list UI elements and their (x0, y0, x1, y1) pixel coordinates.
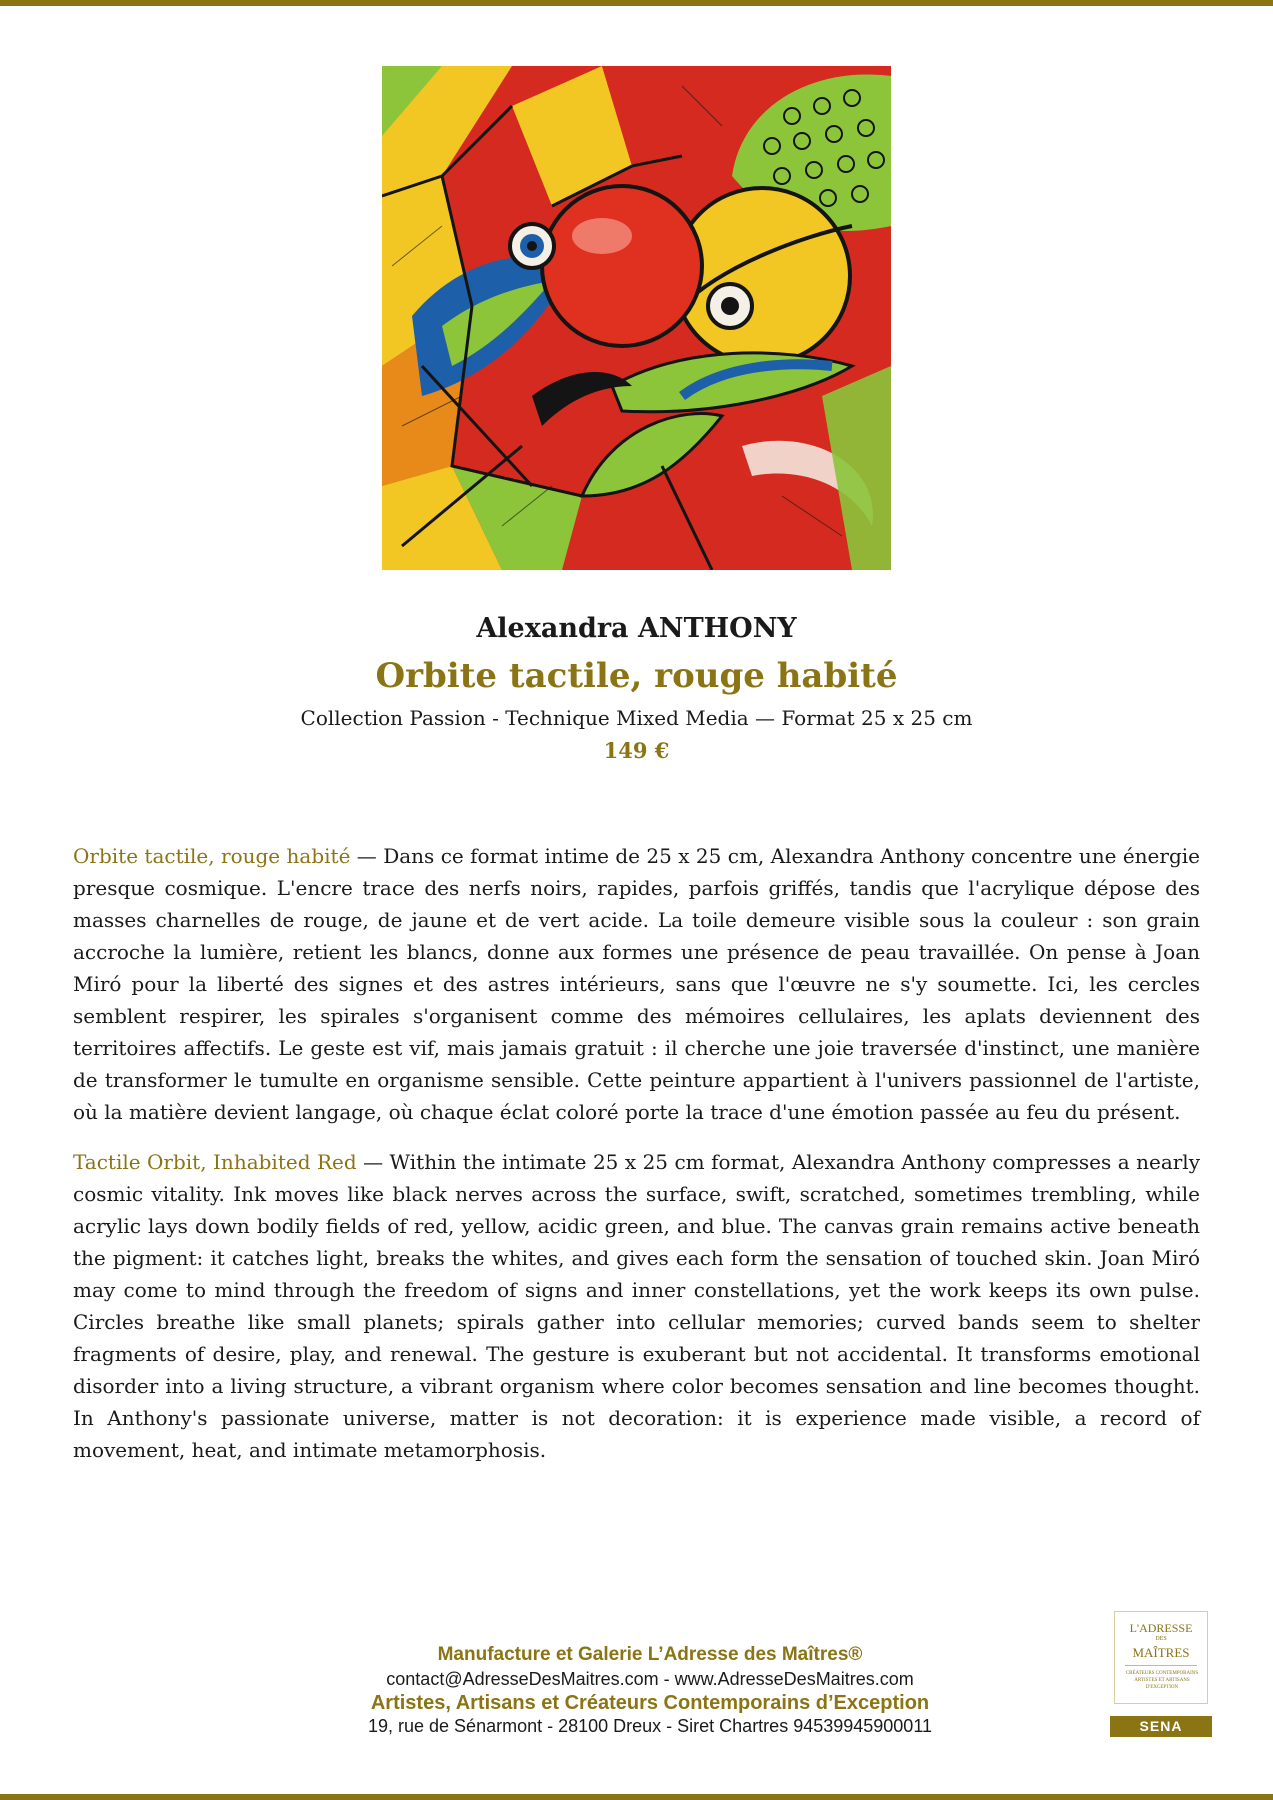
footer-address: 19, rue de Sénarmont - 28100 Dreux - Siret Chartres 94539945900011 (367, 1716, 933, 1736)
artwork-details: Collection Passion - Technique Mixed Media — Format 25 x 25 cm (300, 706, 973, 730)
description-french-body: — Dans ce format intime de 25 x 25 cm, Alexandra Anthony concentre une énergie presque cosmique. L'encre trace des nerfs noirs, rapides, parfois griffés, tandis que l'acrylique dépose des masses charnelles de rouge, de jaune et de vert acide. La toile demeure visible sous la couleur : son grain accroche la lumière, retient les blancs, donne aux formes une présence de peau travaillée. On pense à Joan Miró pour la liberté des signes et des astres intérieurs, sans que l'œuvre ne s'y soumette. Ici, les cercles semblent respirer, les spirales s'organisent comme des mémoires cellulaires, les aplats deviennent des territoires affectifs. Le geste est vif, mais jamais gratuit : il cherche une joie traversée d'instinct, une manière de transformer le tumulte en organisme sensible. Cette peinture appartient à l'univers passionnel de l'artiste, où la matière devient langage, où chaque éclat coloré porte la trace d'une émotion passée au feu du présent. (73, 844, 1200, 1124)
description-english-lead: Tactile Orbit, Inhabited Red (73, 1150, 357, 1174)
footer-contact: contact@AdresseDesMaitres.com - www.AdresseDesMaitres.com (386, 1669, 914, 1689)
artwork-price: 149 € (603, 738, 670, 763)
gallery-logo (1114, 1611, 1208, 1704)
description-french-lead: Orbite tactile, rouge habité (73, 844, 351, 868)
top-border (0, 0, 1273, 6)
footer-tagline: Artistes, Artisans et Créateurs Contemporains d’Exception (370, 1692, 930, 1714)
bottom-border (0, 1794, 1273, 1800)
artwork-title: Orbite tactile, rouge habité (375, 656, 898, 696)
artwork-image (382, 66, 891, 570)
logo-text-line1: L'ADRESSE (1129, 1621, 1193, 1635)
logo-text-line2: DES (1155, 1636, 1167, 1642)
artist-name: Alexandra ANTHONY (476, 613, 797, 644)
logo-subtitle: CRÉATEURS CONTEMPORAINS ARTISTES ET ARTISANS D'EXCEPTION (1125, 1671, 1199, 1690)
description-english (73, 1146, 1200, 1466)
logo-text-line3: MAÎTRES (1132, 1645, 1190, 1660)
sena-badge: SENA (1110, 1716, 1212, 1737)
logo-divider (1125, 1665, 1197, 1666)
footer-gallery-name: Manufacture et Galerie L’Adresse des Maîtres® (437, 1644, 863, 1665)
description-french (73, 840, 1200, 1128)
description-english-body: — Within the intimate 25 x 25 cm format, Alexandra Anthony compresses a nearly cosmic vitality. Ink moves like black nerves across the surface, swift, scratched, sometimes trembling, while acrylic lays down bodily fields of red, yellow, acidic green, and blue. The canvas grain remains active beneath the pigment: it catches light, breaks the whites, and gives each form the sensation of touched skin. Joan Miró may come to mind through the freedom of signs and inner constellations, yet the work keeps its own pulse. Circles breathe like small planets; spirals gather into cellular memories; curved bands seem to shelter fragments of desire, play, and renewal. The gesture is exuberant but not accidental. It transforms emotional disorder into a living structure, a vibrant organism where color becomes sensation and line becomes thought. In Anthony's passionate universe, matter is not decoration: it is experience made visible, a record of movement, heat, and intimate metamorphosis. (73, 1150, 1201, 1462)
